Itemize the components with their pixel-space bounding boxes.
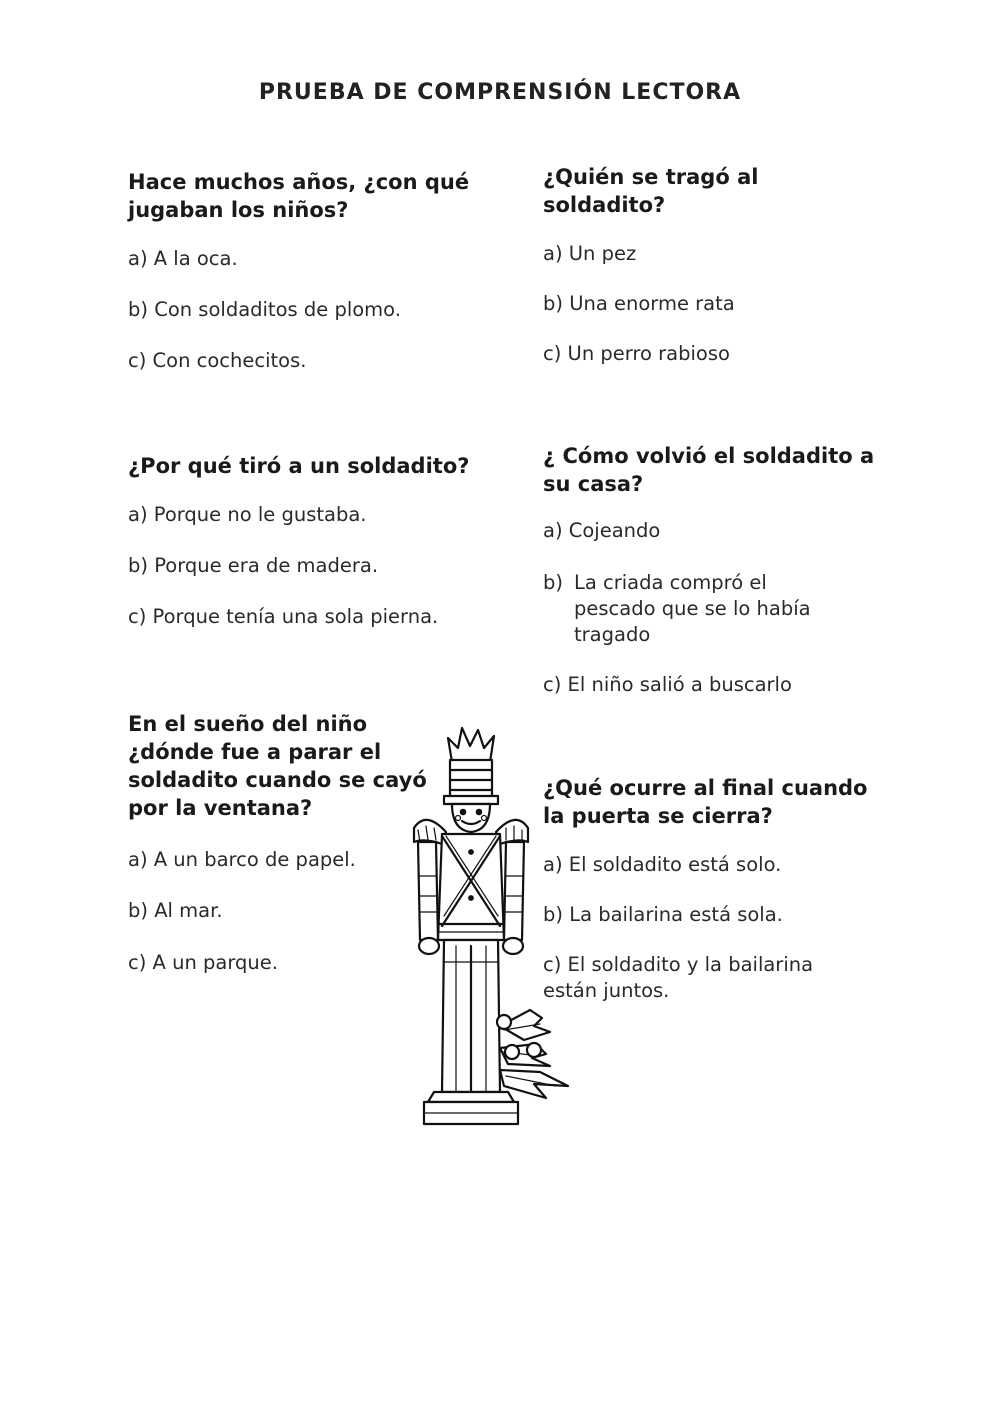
option-text: La bailarina está sola. xyxy=(569,903,783,926)
page-title: PRUEBA DE COMPRENSIÓN LECTORA xyxy=(258,80,742,102)
option-letter: a) xyxy=(128,848,148,871)
option-letter: b) xyxy=(543,903,563,926)
option-letter: b) xyxy=(543,571,563,594)
option-a xyxy=(543,852,913,878)
question-2 xyxy=(543,163,903,367)
option-letter: b) xyxy=(128,554,148,577)
option-b xyxy=(543,902,913,928)
option-c xyxy=(128,604,508,630)
question-1 xyxy=(128,168,498,374)
option-b xyxy=(128,297,498,323)
option-text: Una enorme rata xyxy=(569,292,735,315)
option-text: A un barco de papel. xyxy=(153,848,356,871)
option-letter: a) xyxy=(128,247,148,270)
page-title-region xyxy=(250,72,750,102)
question-text: Hace muchos años, ¿con qué jugaban los niños? xyxy=(128,170,470,222)
option-text: Porque era de madera. xyxy=(154,554,379,577)
option-c xyxy=(128,348,498,374)
question-4 xyxy=(543,442,913,698)
option-text: Cojeando xyxy=(568,519,661,542)
option-text: El soldadito y la bailarina están juntos. xyxy=(543,953,814,1002)
option-letter: b) xyxy=(128,899,148,922)
option-c xyxy=(543,672,913,698)
question-3 xyxy=(128,452,508,630)
option-b xyxy=(128,553,508,579)
option-text: El soldadito está solo. xyxy=(568,853,782,876)
option-letter: c) xyxy=(128,951,147,974)
option-text: A un parque. xyxy=(152,951,278,974)
option-text: Porque no le gustaba. xyxy=(153,503,367,526)
option-text: Con cochecitos. xyxy=(152,349,307,372)
option-letter: c) xyxy=(543,673,562,696)
question-text: En el sueño del niño ¿dónde fue a parar el soldadito cuando se cayó por la ventana? xyxy=(128,712,427,820)
option-a xyxy=(128,246,498,272)
option-b xyxy=(543,570,844,648)
question-text: ¿Por qué tiró a un soldadito? xyxy=(128,454,470,478)
option-a xyxy=(543,518,913,544)
option-letter: b) xyxy=(543,292,563,315)
option-a xyxy=(543,241,903,267)
option-b xyxy=(543,291,903,317)
option-c xyxy=(543,952,853,1004)
option-letter: a) xyxy=(543,242,563,265)
option-letter: b) xyxy=(128,298,148,321)
option-letter: a) xyxy=(543,519,563,542)
toy-soldier-icon xyxy=(400,726,580,1136)
option-a xyxy=(128,502,508,528)
option-text: El niño salió a buscarlo xyxy=(567,673,792,696)
option-c xyxy=(543,341,903,367)
option-letter: c) xyxy=(543,953,562,976)
option-letter: c) xyxy=(543,342,562,365)
option-text: A la oca. xyxy=(153,247,238,270)
option-text: Al mar. xyxy=(154,899,223,922)
option-text: Un pez xyxy=(568,242,637,265)
question-text: ¿Qué ocurre al final cuando la puerta se cierra? xyxy=(543,776,868,828)
option-text: La criada compró el pescado que se lo había tragado xyxy=(574,571,811,646)
option-letter: c) xyxy=(128,349,147,372)
question-6 xyxy=(543,774,913,1004)
question-text: ¿Quién se tragó al soldadito? xyxy=(543,165,759,217)
option-text: Con soldaditos de plomo. xyxy=(154,298,401,321)
option-letter: a) xyxy=(128,503,148,526)
option-text: Un perro rabioso xyxy=(567,342,730,365)
option-letter: a) xyxy=(543,853,563,876)
option-letter: c) xyxy=(128,605,147,628)
question-text: ¿ Cómo volvió el soldadito a su casa? xyxy=(543,444,875,496)
option-text: Porque tenía una sola pierna. xyxy=(152,605,439,628)
